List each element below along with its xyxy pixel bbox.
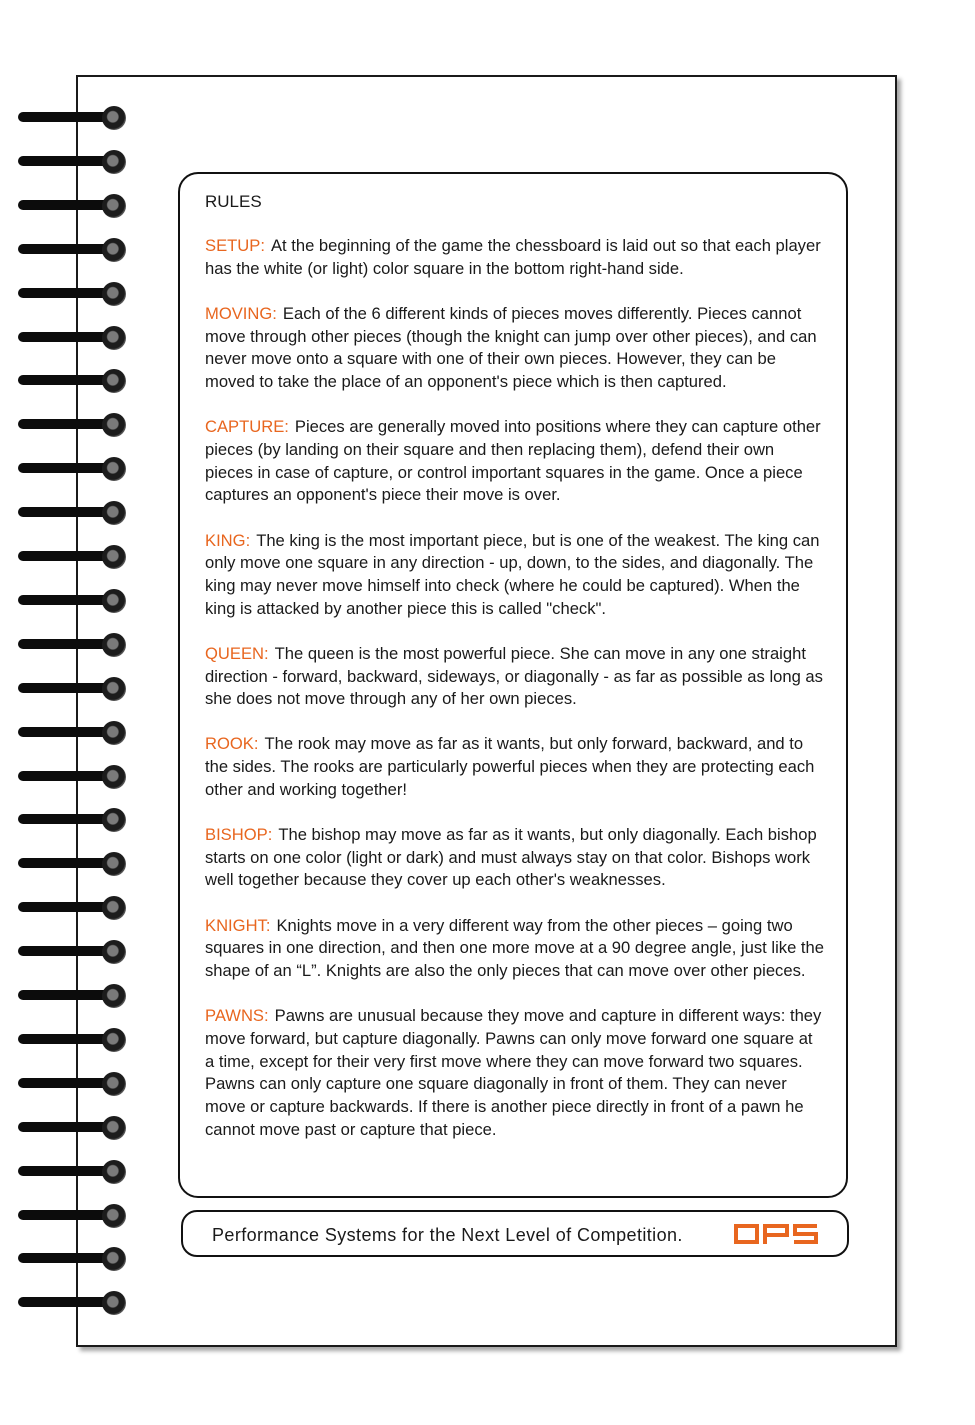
spiral-wire [18, 112, 110, 122]
spiral-wire [18, 727, 110, 737]
spiral-hole [102, 589, 126, 613]
spiral-hole [102, 721, 126, 745]
rule-capture [205, 416, 824, 507]
spiral-wire [18, 858, 110, 868]
spiral-ring [18, 764, 130, 790]
spiral-hole [102, 369, 126, 393]
spiral-hole [102, 545, 126, 569]
spiral-ring [18, 720, 130, 746]
spiral-wire [18, 1166, 110, 1176]
spiral-ring [18, 807, 130, 833]
spiral-ring [18, 1115, 130, 1141]
spiral-ring [18, 412, 130, 438]
spiral-hole [102, 1247, 126, 1271]
rule-label: ROOK: [205, 734, 259, 754]
spiral-ring [18, 1159, 130, 1185]
rule-knight [205, 915, 824, 983]
spiral-ring [18, 1290, 130, 1316]
spiral-wire [18, 551, 110, 561]
rule-text: Knights move in a very different way from the other pieces – going two squares in one direction, and then one more move at a 90 degree angle, just like the shape of an “L”. Knights are also the only pieces that can move over other pieces. [205, 915, 824, 981]
spiral-hole [102, 1072, 126, 1096]
spiral-hole [102, 1028, 126, 1052]
spiral-ring [18, 851, 130, 877]
rule-pawns [205, 1005, 824, 1141]
footer-bar [181, 1210, 849, 1257]
spiral-wire [18, 288, 110, 298]
spiral-hole [102, 984, 126, 1008]
rule-text: The rook may move as far as it wants, but only forward, backward, and to the sides. The rooks are particularly powerful pieces when they are protecting each other and working together! [205, 734, 815, 799]
spiral-ring [18, 237, 130, 263]
rule-text: Each of the 6 different kinds of pieces moves differently. Pieces cannot move through other pieces (though the knight can jump over other pieces), and can never move onto a square with one of their own pieces. However, they can be moved to take the place of an opponent's piece which is then captured. [205, 303, 817, 392]
spiral-wire [18, 332, 110, 342]
spiral-ring [18, 368, 130, 394]
spiral-ring [18, 939, 130, 965]
rule-queen [205, 643, 824, 711]
spiral-ring [18, 500, 130, 526]
spiral-hole [102, 940, 126, 964]
spiral-ring [18, 1027, 130, 1053]
spiral-hole [102, 852, 126, 876]
rule-label: KNIGHT: [205, 915, 271, 935]
rule-king [205, 530, 824, 621]
spiral-ring [18, 105, 130, 131]
spiral-hole [102, 106, 126, 130]
spiral-hole [102, 150, 126, 174]
spiral-ring [18, 281, 130, 307]
spiral-wire [18, 200, 110, 210]
spiral-ring [18, 193, 130, 219]
spiral-wire [18, 375, 110, 385]
spiral-ring [18, 1246, 130, 1272]
spiral-binding [0, 0, 140, 1425]
spiral-hole [102, 238, 126, 262]
spiral-wire [18, 1122, 110, 1132]
spiral-wire [18, 156, 110, 166]
spiral-hole [102, 1116, 126, 1140]
spiral-hole [102, 1204, 126, 1228]
spiral-ring [18, 544, 130, 570]
spiral-wire [18, 990, 110, 1000]
spiral-wire [18, 639, 110, 649]
spiral-wire [18, 902, 110, 912]
spiral-hole [102, 1160, 126, 1184]
spiral-wire [18, 595, 110, 605]
spiral-hole [102, 457, 126, 481]
spiral-hole [102, 282, 126, 306]
spiral-wire [18, 419, 110, 429]
spiral-ring [18, 1071, 130, 1097]
spiral-ring [18, 895, 130, 921]
spiral-hole [102, 326, 126, 350]
spiral-wire [18, 771, 110, 781]
rule-text: At the beginning of the game the chessboard is laid out so that each player has the white (or light) color square in the bottom right-hand side. [205, 236, 821, 278]
rule-text: Pawns are unusual because they move and capture in different ways: they move forward, but capture diagonally. Pawns can only move forward one square at a time, except for their very first move where they can move forward two squares. Pawns can only capture one square diagonally in front of them. They can never move or capture backwards. If there is another piece directly in front of a pawn he cannot move past or capture that piece. [205, 1006, 822, 1139]
spiral-ring [18, 983, 130, 1009]
spiral-wire [18, 1253, 110, 1263]
spiral-wire [18, 463, 110, 473]
rules-heading: RULES [205, 192, 262, 211]
rule-label: MOVING: [205, 303, 277, 323]
rule-text: The king is the most important piece, but is one of the weakest. The king can only move one square in any direction - up, down, to the sides, and diagonally. The king may never move himself into check (where he could be captured). When the king is attacked by another piece this is called "check". [205, 530, 820, 618]
spiral-ring [18, 588, 130, 614]
spiral-ring [18, 1203, 130, 1229]
spiral-hole [102, 633, 126, 657]
rule-bishop [205, 824, 824, 892]
spiral-ring [18, 456, 130, 482]
spiral-wire [18, 1297, 110, 1307]
spiral-wire [18, 814, 110, 824]
rule-label: QUEEN: [205, 643, 269, 663]
spiral-hole [102, 413, 126, 437]
spiral-wire [18, 946, 110, 956]
rules-panel [178, 172, 848, 1198]
rule-label: BISHOP: [205, 825, 273, 845]
rule-label: SETUP: [205, 236, 265, 255]
rule-label: KING: [205, 530, 251, 550]
spiral-hole [102, 1291, 126, 1315]
rule-setup [205, 235, 824, 280]
spiral-wire [18, 683, 110, 693]
rule-label: CAPTURE: [205, 417, 289, 437]
spiral-wire [18, 244, 110, 254]
rule-text: Pieces are generally moved into positions where they can capture other pieces (by landing on their square and then replacing them), defend their own pieces in case of capture, or control important squares in the game. Once a piece captures an opponent's piece their move is over. [205, 417, 821, 505]
spiral-ring [18, 676, 130, 702]
spiral-hole [102, 808, 126, 832]
rule-rook [205, 733, 824, 801]
spiral-hole [102, 896, 126, 920]
rule-text: The queen is the most powerful piece. She can move in any one straight direction - forward, backward, sideways, or diagonally - as far as possible as long as she does not move through any of her own pieces. [205, 643, 823, 709]
spiral-ring [18, 325, 130, 351]
spiral-hole [102, 765, 126, 789]
spiral-wire [18, 1078, 110, 1088]
ops-logo-icon [734, 1224, 818, 1244]
spiral-ring [18, 632, 130, 658]
spiral-ring [18, 149, 130, 175]
spiral-wire [18, 1034, 110, 1044]
spiral-hole [102, 677, 126, 701]
rule-text: The bishop may move as far as it wants, but only diagonally. Each bishop starts on one color (light or dark) and must always stay on that color. Bishops work well together because they cover up each other's weaknesses. [205, 825, 817, 890]
rule-moving [205, 303, 824, 394]
footer-tagline: Performance Systems for the Next Level of Competition. [212, 1225, 683, 1245]
spiral-wire [18, 507, 110, 517]
spiral-hole [102, 501, 126, 525]
spiral-wire [18, 1210, 110, 1220]
rule-label: PAWNS: [205, 1006, 269, 1026]
spiral-hole [102, 194, 126, 218]
